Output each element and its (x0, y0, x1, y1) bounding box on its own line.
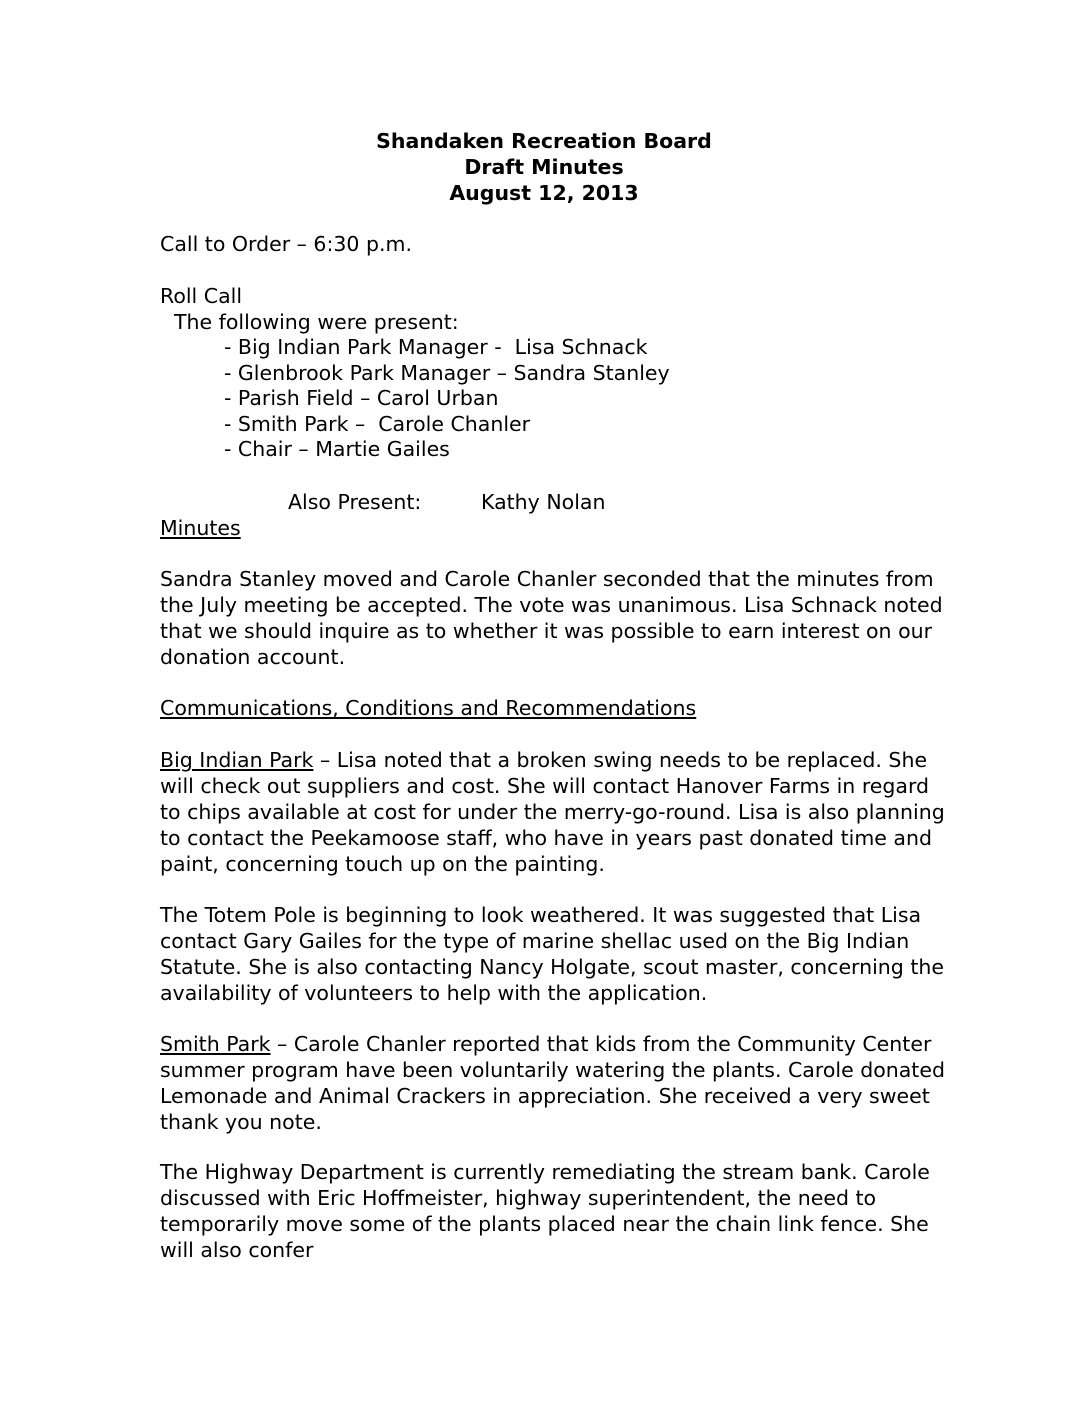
roll-call-member: - Glenbrook Park Manager – Sandra Stanley (224, 360, 670, 385)
roll-call-member: - Parish Field – Carol Urban (224, 386, 499, 411)
communications-heading: Communications, Conditions and Recommendations (160, 696, 697, 720)
also-present-label: Also Present: (288, 490, 422, 514)
call-to-order: Call to Order – 6:30 p.m. (160, 232, 412, 256)
totem-pole-paragraph (160, 902, 950, 1006)
roll-call-list (224, 335, 670, 463)
roll-call-heading: Roll Call (160, 284, 243, 308)
title-doc-type: Draft Minutes (464, 155, 624, 179)
title-date: August 12, 2013 (449, 181, 639, 205)
highway-text: The Highway Department is currently remediating the stream bank. Carole discussed with Eric Hoffmeister, highway superintendent, the need to temporarily move some of the plants placed near the chain link fence. She will also confer (160, 1160, 930, 1262)
roll-call-intro: The following were present: (174, 310, 459, 334)
big-indian-paragraph (160, 747, 950, 877)
minutes-paragraph (160, 566, 950, 670)
minutes-body: Sandra Stanley moved and Carole Chanler seconded that the minutes from the July meeting be accepted. The vote was unanimous. Lisa Schnack noted that we should inquire as to whether it was possible to earn interest on our donation account. (160, 567, 943, 669)
smith-park-text: – Carole Chanler reported that kids from the Community Center summer program have been voluntarily watering the plants. Carole donated Lemonade and Animal Crackers in appreciation. She received a very sweet thank you note. (160, 1032, 945, 1134)
smith-park-paragraph (160, 1031, 950, 1135)
roll-call-member: - Big Indian Park Manager - Lisa Schnack (224, 335, 648, 359)
big-indian-park-text: – Lisa noted that a broken swing needs to be replaced. She will check out suppliers and cost. She will contact Hanover Farms in regard to chips available at cost for under the merry-go-round. Lisa is also planning to contact the Peekamoose staff, who have in years past donated time and paint, concerning touch up on the painting. (160, 748, 945, 876)
title-board-name: Shandaken Recreation Board (376, 129, 712, 153)
minutes-heading: Minutes (160, 516, 241, 540)
highway-paragraph (160, 1159, 950, 1263)
roll-call-member: - Smith Park – Carole Chanler (224, 411, 531, 436)
roll-call-member: - Chair – Martie Gailes (224, 437, 450, 462)
big-indian-park-label: Big Indian Park (160, 748, 314, 772)
smith-park-label: Smith Park (160, 1032, 271, 1056)
totem-pole-text: The Totem Pole is beginning to look weathered. It was suggested that Lisa contact Gary Gailes for the type of marine shellac used on the Big Indian Statute. She is also contacting Nancy Holgate, scout master, concerning the availability of volunteers to help with the application. (160, 903, 944, 1005)
document-title (0, 128, 1088, 206)
also-present-name: Kathy Nolan (481, 490, 606, 514)
